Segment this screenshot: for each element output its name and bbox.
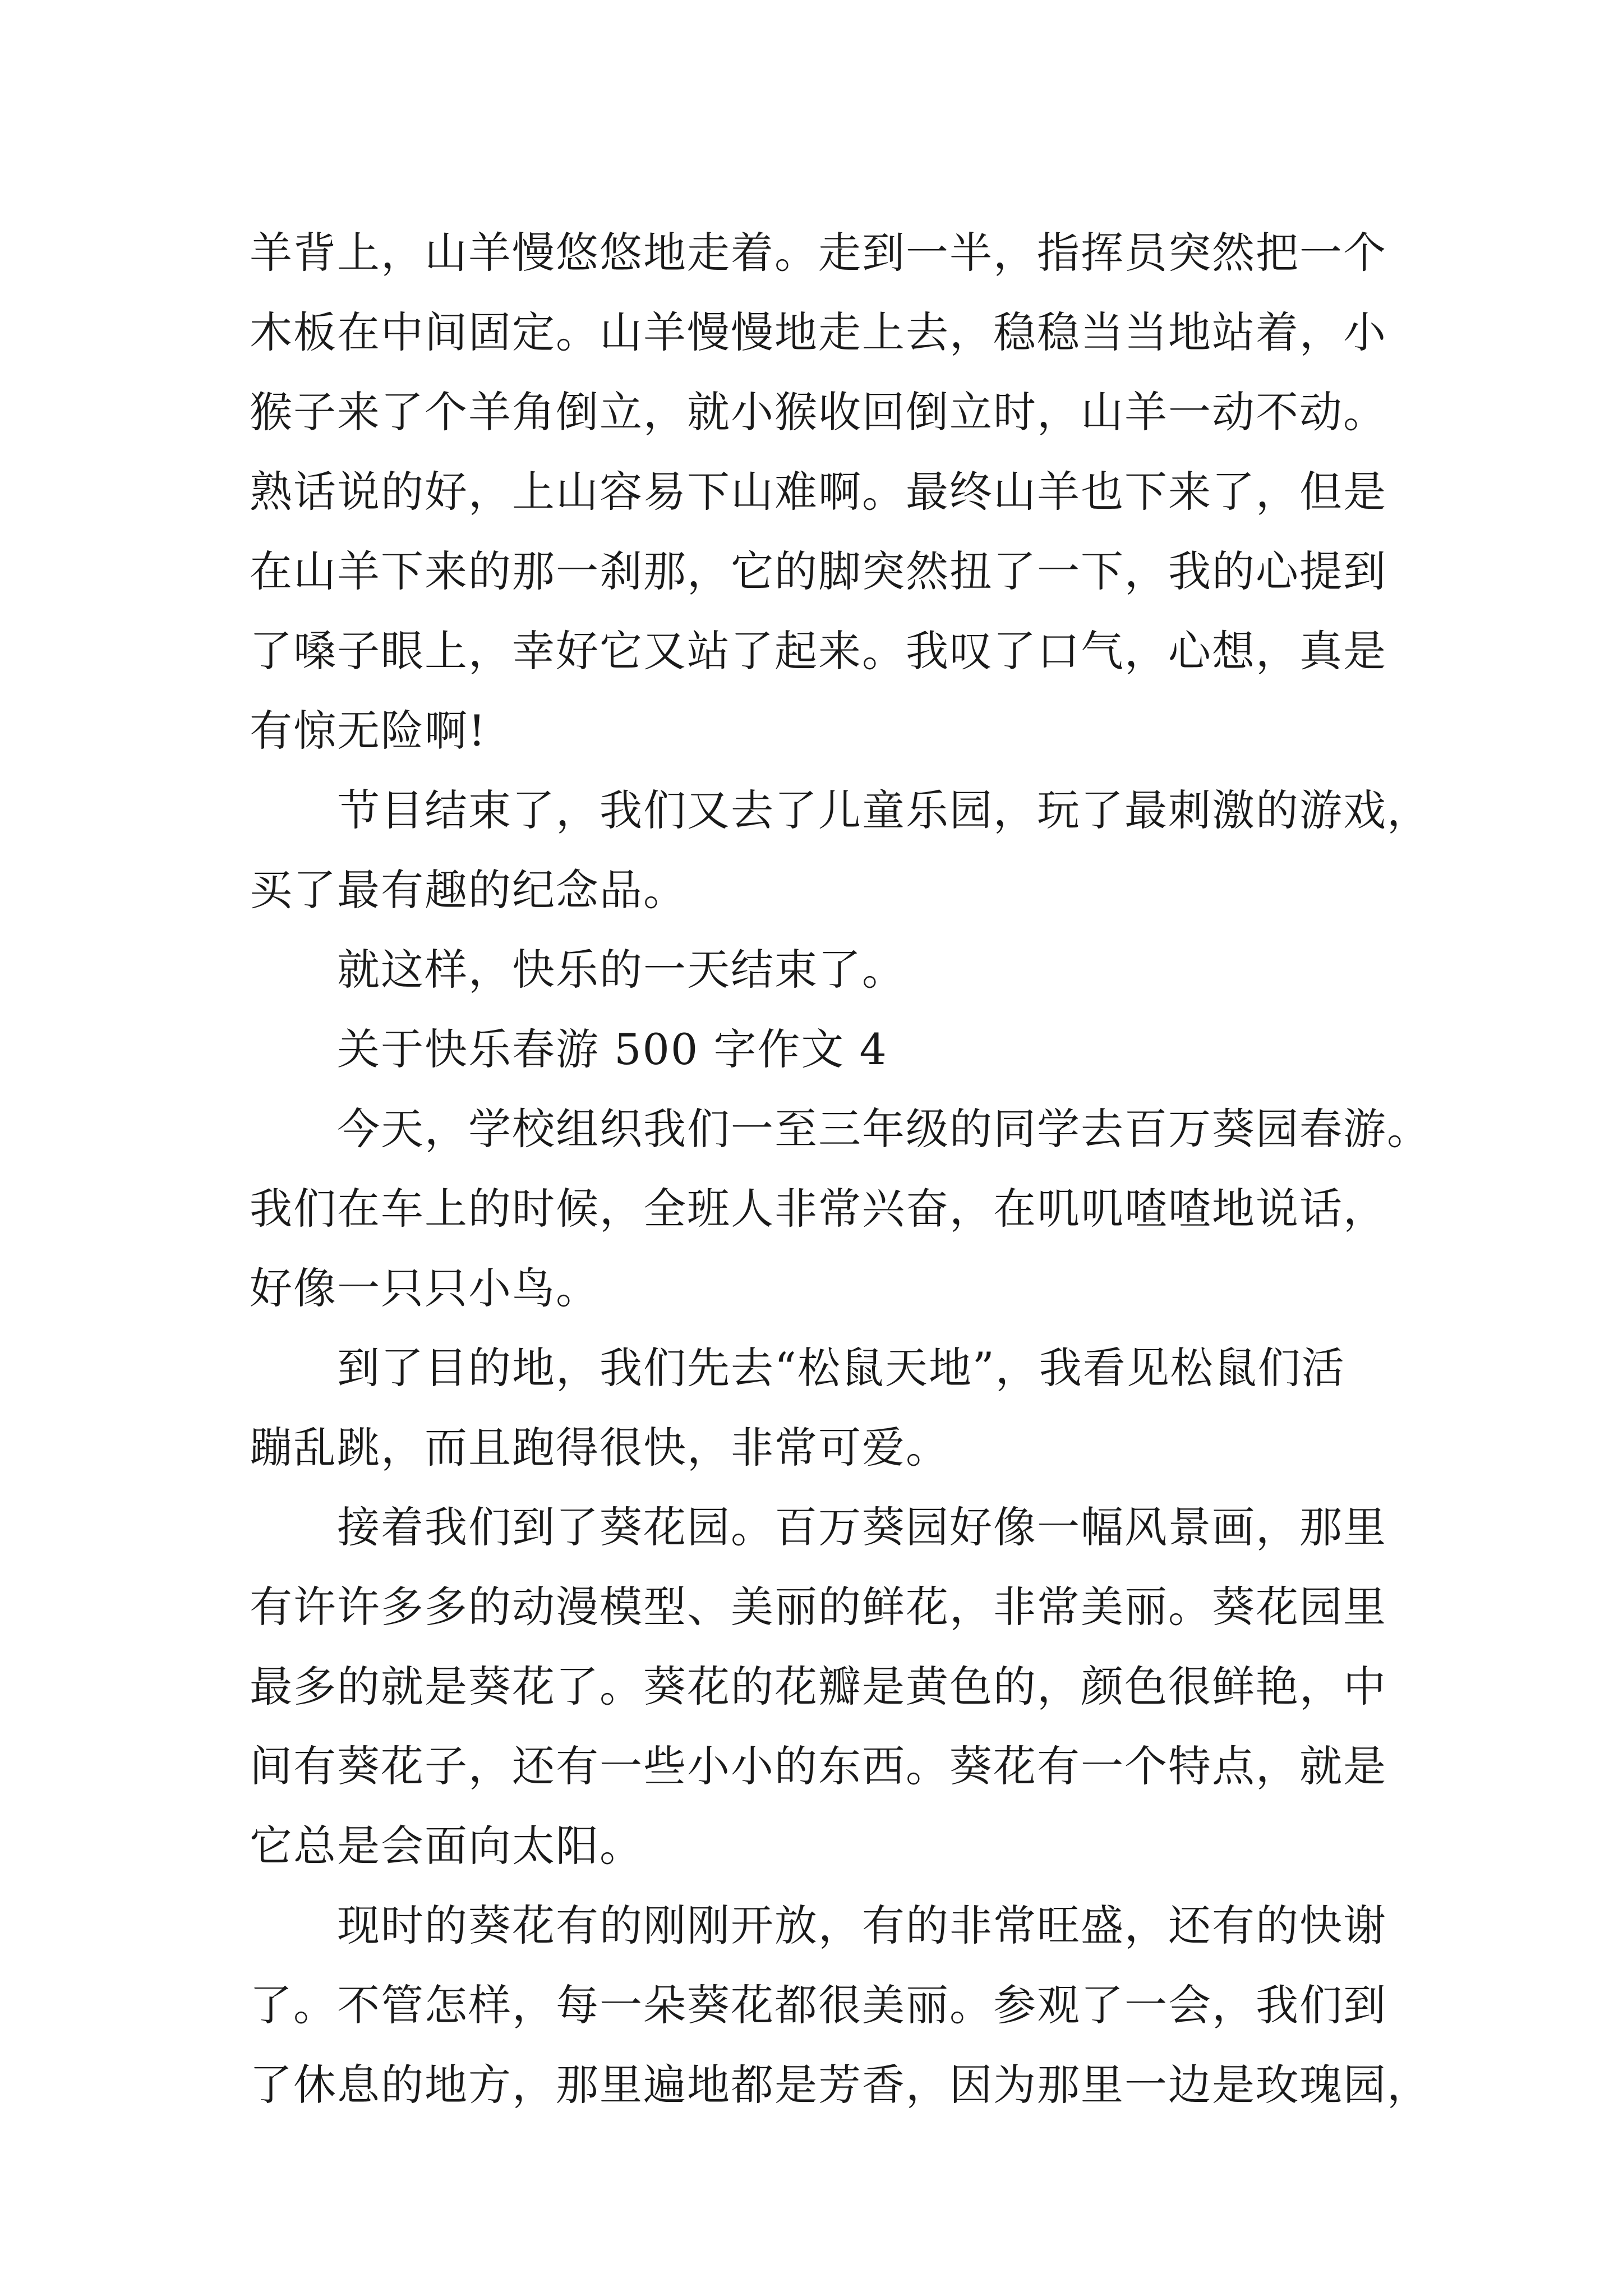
body-text (250, 213, 1431, 2125)
text-line: 它总是会面向太阳。 (250, 1821, 643, 1871)
section-heading: 关于快乐春游 500 字作文 4 (337, 1024, 888, 1074)
text-line: 熟话说的好，上山容易下山难啊。最终山羊也下来了，但是 (250, 467, 1387, 517)
text-line: 了休息的地方，那里遍地都是芳香，因为那里一边是玫瑰园， (250, 2060, 1431, 2110)
text-line: 了。不管怎样，每一朵葵花都很美丽。参观了一会，我们到 (250, 1980, 1387, 2030)
paragraph-first-line: 今天，学校组织我们一至三年级的同学去百万葵园春游。 (337, 1104, 1431, 1154)
paragraph-first-line: 就这样，快乐的一天结束了。 (337, 945, 906, 995)
paragraph-first-line: 到了目的地，我们先去“松鼠天地”，我看见松鼠们活 (337, 1343, 1345, 1393)
text-line: 最多的就是葵花了。葵花的花瓣是黄色的，颜色很鲜艳，中 (250, 1662, 1387, 1711)
text-line: 在山羊下来的那一刹那，它的脚突然扭了一下，我的心提到 (250, 546, 1387, 596)
text-line: 有惊无险啊! (250, 706, 487, 756)
paragraph-first-line: 节目结束了，我们又去了儿童乐园，玩了最刺激的游戏， (337, 785, 1431, 835)
text-line: 有许许多多的动漫模型、美丽的鲜花，非常美丽。葵花园里 (250, 1582, 1387, 1632)
text-line: 我们在车上的时候，全班人非常兴奋，在叽叽喳喳地说话， (250, 1184, 1387, 1234)
text-line: 间有葵花子，还有一些小小的东西。葵花有一个特点，就是 (250, 1741, 1387, 1791)
text-line: 木板在中间固定。山羊慢慢地走上去，稳稳当当地站着，小 (250, 307, 1387, 357)
text-line: 买了最有趣的纪念品。 (250, 865, 687, 915)
text-line: 了嗓子眼上，幸好它又站了起来。我叹了口气，心想，真是 (250, 626, 1387, 676)
text-line: 好像一只只小鸟。 (250, 1263, 600, 1313)
text-line: 羊背上，山羊慢悠悠地走着。走到一半，指挥员突然把一个 (250, 228, 1387, 278)
text-line: 蹦乱跳，而且跑得很快，非常可爱。 (250, 1423, 949, 1473)
paragraph-first-line: 现时的葵花有的刚刚开放，有的非常旺盛，还有的快谢 (337, 1901, 1387, 1950)
paragraph-first-line: 接着我们到了葵花园。百万葵园好像一幅风景画，那里 (337, 1502, 1387, 1552)
text-line: 猴子来了个羊角倒立，就小猴收回倒立时，山羊一动不动。 (250, 387, 1387, 437)
